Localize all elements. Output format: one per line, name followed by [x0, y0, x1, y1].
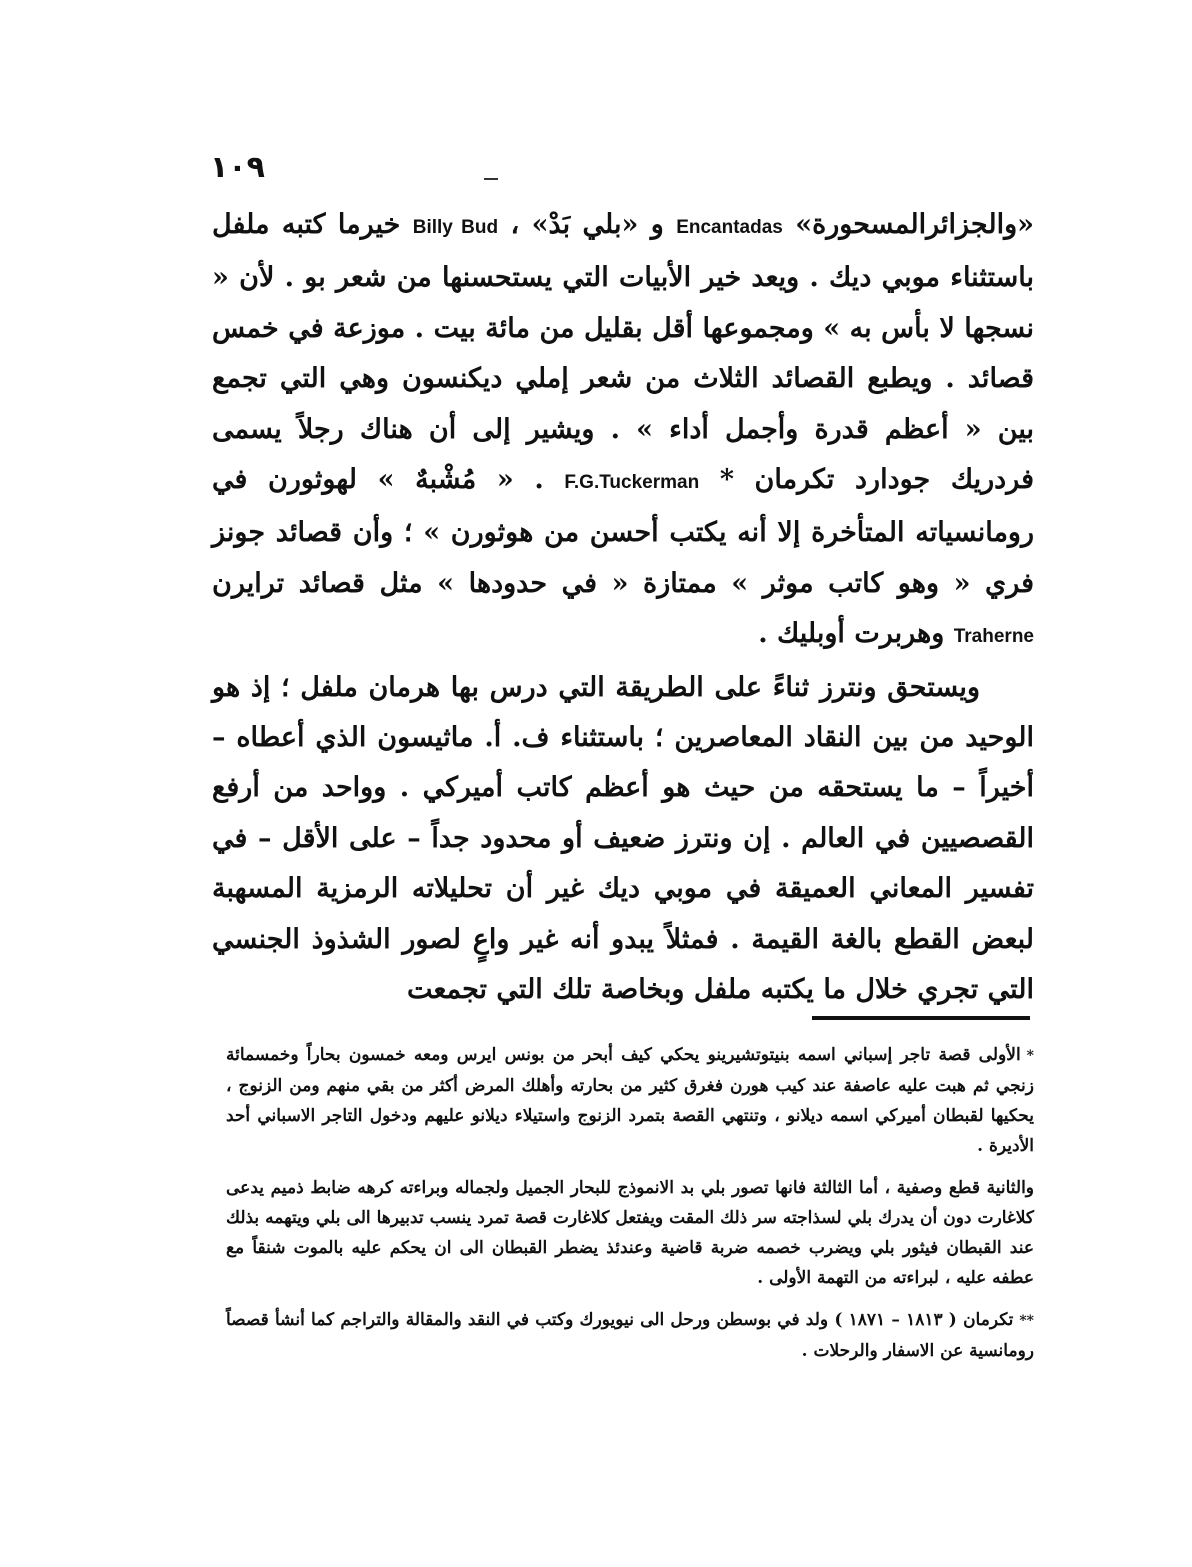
footnote-separator	[812, 1016, 1030, 1020]
footnote-1-marker: *	[1026, 1048, 1034, 1064]
paragraph-1-seg-1: «والجزائرالمسحورة»	[782, 209, 1034, 240]
footnote-2-marker: **	[1019, 1313, 1034, 1329]
footnotes	[226, 1040, 1034, 1378]
footnote-2	[226, 1305, 1034, 1366]
footnote-1-part-b: والثانية قطع وصفية ، أما الثالثة فانها تصور بلي بد الانموذج للبحار الجميل ولجماله وبراءته كرهه ضابط ذميم يدعى كلاغارت دون أن يدرك بلي لسذاجته سر ذلك المقت ويفتعل كلاغارت قصة تمرد ينسب تدبيرها الى بلي ويتهمه بذلك عند القبطان فيثور بلي ويضرب خصمه ضربة قاضية وعندئذ يضطر القبطان الى ان يحكم عليه بالموت شنقاً مع عطفه عليه ، لبراءته من التهمة الأولى .	[226, 1178, 1034, 1288]
footnote-1-text-a: الأولى قصة تاجر إسباني اسمه بنيتوتشيرينو يحكي كيف أبحر من بونس ايرس ومعه خمسون بحاراً وخمسمائة زنجي ثم هبت عليه عاصفة عند كيب هورن فغرق كثير من بحارته وأهلك المرض أكثر من بقي منهم ومن الزنوج ، يحكيها لقبطان أميركي اسمه ديلانو ، وتنتهي القصة بتمرد الزنوج واستيلاء ديلانو عليهم ودخول التاجر الاسباني أحد الأديرة .	[226, 1045, 1034, 1156]
latin-term-traherne: Traherne	[953, 626, 1034, 648]
paragraph-2: ويستحق ونترز ثناءً على الطريقة التي درس بها هرمان ملفل ؛ إذ هو الوحيد من بين النقاد المعاصرين ؛ باستثناء ف. أ. ماثيسون الذي أعطاه – أخيراً – ما يستحقه من حيث هو أعظم كاتب أميركي . وواحد من أرفع القصصيين في العالم . إن ونترز ضعيف أو محدود جداً – على الأقل – في تفسير المعاني العميقة في موبي ديك غير أن تحليلاته الرمزية المسهبة لبعض القطع بالغة القيمة . فمثلاً يبدو أنه غير واعٍ لصور الشذوذ الجنسي التي تجري خلال ما يكتبه ملفل وبخاصة تلك التي تجمعت	[212, 671, 1034, 1006]
latin-term-billy-bud: Billy Bud	[412, 217, 499, 238]
paragraph-1-seg-5: وهربرت أوبليك .	[758, 618, 954, 650]
latin-term-tuckerman: F.G.Tuckerman	[564, 472, 700, 494]
paragraph-1-seg-4: . « مُشْبهٌ » لهوثورن في رومانسياته المتأخرة إلا أنه يكتب أحسن من هوثورن » ؛ وأن قصائد جونز فري « وهو كاتب موثر » ممتازة « في حدودها » مثل قصائد ترايرن	[212, 464, 1034, 599]
footnote-1-part-a	[226, 1040, 1034, 1161]
paragraph-1	[212, 200, 1034, 663]
latin-term-encantadas: Encantadas	[676, 217, 783, 238]
paragraph-1-seg-2: و «بلي بَدْ» ،	[498, 209, 677, 240]
footnote-2-text: تكرمان ( ١٨١٣ – ١٨٧١ ) ولد في بوسطن ورحل الى نيويورك وكتب في النقد والمقالة والتراجم كما أنشأ قصصاً رومانسية عن الاسفار والرحلات .	[226, 1310, 1034, 1361]
paragraph-1-seg-3: خيرما كتبه ملفل باستثناء موبي ديك . ويعد خير الأبيات التي يستحسنها من شعر بو . لأن « نسجها لا بأس به » ومجموعها أقل بقليل من مائة بيت . موزعة في خمس قصائد . ويطبع القصائد الثلاث من شعر إملي ديكنسون وهي التي تجمع بين « أعظم قدرة وأجمل أداء » . ويشير إلى أن هناك رجلاً يسمى فردريك جودارد تكرمان *	[212, 209, 1034, 496]
header-mark	[484, 178, 498, 180]
main-text	[212, 200, 1034, 1016]
page-number: ١٠٩	[210, 150, 265, 185]
